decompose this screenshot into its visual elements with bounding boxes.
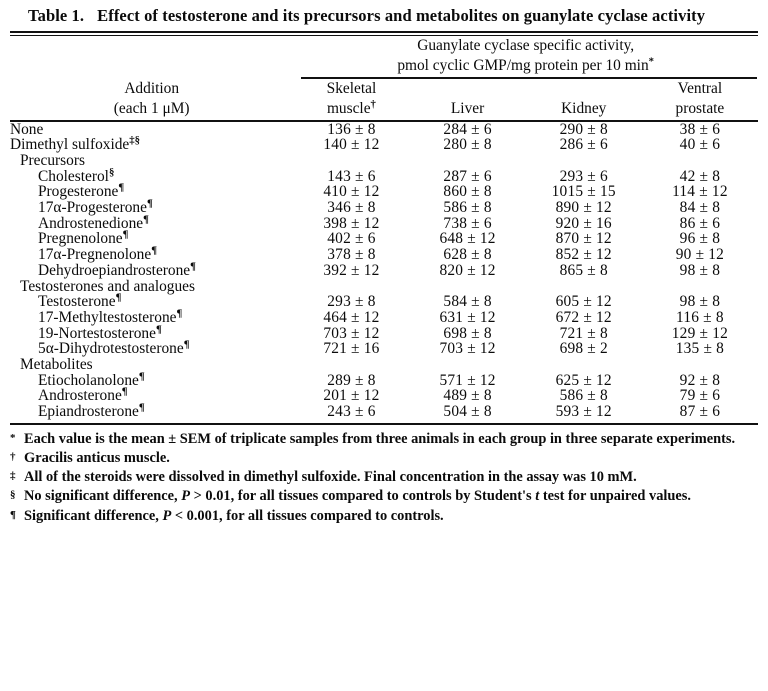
cell-value [642,279,758,295]
cell-value: 86 ± 6 [679,214,721,232]
cell-value: 286 ± 6 [559,136,608,154]
row-label-text: 17α-Pregnenolone [38,246,152,264]
spanner-title-line2 [293,56,758,76]
row-label-marker: ¶ [122,229,129,242]
cell-value: 698 ± 2 [559,340,608,358]
column-head-kidney [526,79,642,120]
row-label-marker: ¶ [138,370,145,383]
cell-value: 628 ± 8 [443,246,492,264]
row-label-text: Testosterone [38,293,116,311]
column-head-ventral-prostate [642,79,758,120]
row-label-marker: ¶ [115,291,122,304]
cell-value: 703 ± 12 [323,324,380,342]
cell-value: 489 ± 8 [443,387,492,405]
stub-head-line1: Addition [124,79,180,97]
table-row [10,231,758,247]
cell-value: 593 ± 12 [555,403,612,421]
stub-head [10,79,293,120]
cell-value: 852 ± 12 [555,246,612,264]
cell-value: 703 ± 12 [439,340,496,358]
footnote [10,449,758,468]
row-label-text: 19-Nortestosterone [38,324,156,342]
column-head-ventral-prostate-line2: prostate [675,100,725,118]
row-label-marker: ¶ [121,386,128,399]
row-label-text: Progesterone [38,183,119,201]
table-row [10,263,758,279]
cell-value: 571 ± 12 [439,371,496,389]
row-label-text: Precursors [20,151,85,169]
cell-value [293,279,409,295]
row-label [10,291,293,311]
table-row [10,310,758,326]
row-label [10,122,293,138]
cell-value [293,153,409,169]
cell-value: 865 ± 8 [559,261,608,279]
cell-value: 860 ± 8 [443,183,492,201]
cell-value: 586 ± 8 [559,387,608,405]
spanner-title-line2-text: pmol cyclic GMP/mg protein per 10 min [397,57,649,75]
row-label-marker: ¶ [118,181,125,194]
cell-value: 135 ± 8 [675,340,725,358]
spanner-title-row [10,36,758,76]
cell-value: 90 ± 12 [675,246,725,264]
row-label [10,153,293,169]
cell-value: 392 ± 12 [323,261,380,279]
row-label [10,166,293,185]
row-label-marker: ¶ [151,244,158,257]
cell-value [410,357,526,373]
cell-value: 290 ± 8 [559,120,608,138]
cell-value [642,153,758,169]
column-head-liver [410,79,526,120]
row-label-text: Cholesterol [38,167,109,185]
footnote-marker: * [10,431,16,444]
cell-value: 284 ± 6 [443,120,492,138]
row-label-text: Etiocholanolone [38,371,139,389]
cell-value: 79 ± 6 [679,387,721,405]
row-label-text: None [10,120,44,138]
cell-value: 129 ± 12 [671,324,728,342]
cell-value [526,279,642,295]
table-bottom-rule [10,423,758,425]
table-row [10,326,758,342]
cell-value: 346 ± 8 [327,199,376,217]
cell-value: 140 ± 12 [323,136,380,154]
column-head-kidney-line1 [526,79,642,100]
cell-value: 96 ± 8 [679,230,721,248]
footnote-marker: § [10,489,16,502]
table-title: Effect of testosterone and its precursors and metabolites on guanylate cyclase activity [97,6,706,25]
cell-value [526,153,642,169]
table-row [10,200,758,216]
spanner-title-marker: * [648,55,655,68]
row-label [10,357,293,373]
column-head-skeletal-muscle [293,79,409,120]
cell-value: 920 ± 16 [555,214,612,232]
footnote-text: Significant difference, P < 0.001, for all tissues compared to controls. [24,507,444,524]
footnotes [10,430,758,526]
footnote [10,507,758,526]
row-label-text: Pregnenolone [38,230,123,248]
column-head-row [10,79,758,120]
table-row [10,294,758,310]
cell-value [410,279,526,295]
italic-p: P [181,488,191,505]
row-label-text: Dehydroepiandrosterone [38,261,191,279]
cell-value [293,357,409,373]
cell-value: 243 ± 6 [327,403,376,421]
cell-value: 114 ± 12 [672,183,728,201]
cell-value: 98 ± 8 [679,261,721,279]
row-label-text: Androstenedione [38,214,144,232]
cell-value: 280 ± 8 [443,136,492,154]
column-head-liver-line2: Liver [450,100,485,118]
table-row [10,247,758,263]
cell-value: 289 ± 8 [327,371,376,389]
cell-value: 201 ± 12 [323,387,380,405]
cell-value: 87 ± 6 [679,403,721,421]
row-label [10,244,293,264]
italic-t: t [535,488,540,505]
footnote-text: All of the steroids were dissolved in dimethyl sulfoxide. Final concentration in the assay was 10 mM. [24,469,637,486]
spanner-title-line1: Guanylate cyclase specific activity, [417,37,635,54]
row-label [10,134,293,154]
cell-value: 738 ± 6 [443,214,492,232]
cell-value: 625 ± 12 [555,371,612,389]
column-head-skeletal-muscle-marker: † [370,98,376,111]
row-label-marker: ¶ [190,260,196,273]
footnote [10,487,758,506]
row-label-text: 5α-Dihydrotestosterone [38,340,184,358]
row-label-marker: ¶ [155,323,162,336]
row-label-marker: § [108,166,115,179]
cell-value: 92 ± 8 [679,371,721,389]
footnote-text: Each value is the mean ± SEM of triplicate samples from three animals in each group in three separate experiments. [24,430,736,447]
row-label-text: Epiandrosterone [38,403,139,421]
row-label [10,323,293,342]
footnote-marker: ‡ [10,470,16,483]
row-label-text: Androsterone [38,387,122,405]
cell-value: 586 ± 8 [443,199,492,217]
table-row [10,341,758,357]
cell-value: 378 ± 8 [327,246,376,264]
cell-value: 631 ± 12 [439,308,496,326]
row-label [10,307,293,326]
table-row [10,122,758,138]
footnote-text: No significant difference, P > 0.01, for all tissues compared to controls by Student's t test for unpaired values. [24,488,691,505]
cell-value: 40 ± 6 [679,136,721,154]
cell-value: 84 ± 8 [679,199,721,217]
cell-value: 1015 ± 15 [551,183,616,201]
row-label-marker: ¶ [146,197,153,210]
table-row [10,388,758,404]
row-label [10,260,293,279]
cell-value: 38 ± 6 [679,120,721,138]
cell-value: 870 ± 12 [555,230,612,248]
table-group-row [10,357,758,373]
table-group-row [10,153,758,169]
footnote-marker: † [10,450,16,463]
row-label-text: 17α-Progesterone [38,199,147,217]
row-label-marker: ¶ [183,338,190,351]
row-label-marker: ‡§ [129,134,141,147]
cell-value: 890 ± 12 [555,199,612,217]
cell-value: 402 ± 6 [327,230,376,248]
table-number: Table 1. [28,6,85,25]
cell-value: 464 ± 12 [323,308,380,326]
cell-value: 410 ± 12 [323,183,380,201]
cell-value: 293 ± 8 [327,293,376,311]
cell-value: 42 ± 8 [679,167,721,185]
cell-value: 504 ± 8 [443,403,492,421]
footnote [10,430,758,449]
italic-p: P [162,507,172,524]
row-label [10,338,293,358]
cell-value: 648 ± 12 [439,230,496,248]
row-label-text: Testosterones and analogues [20,277,196,295]
row-label-text: Metabolites [20,356,93,374]
footnote [10,468,758,487]
data-table [10,36,758,420]
cell-value: 672 ± 12 [555,308,612,326]
column-head-skeletal-muscle-text: muscle [326,100,371,118]
table-row [10,137,758,153]
table-row [10,184,758,200]
cell-value: 136 ± 8 [327,120,376,138]
row-label [10,401,293,421]
row-label [10,279,293,295]
column-head-liver-line1 [410,79,526,100]
footnote-text: Gracilis anticus muscle. [24,449,170,466]
cell-value: 584 ± 8 [443,293,492,311]
cell-value: 721 ± 8 [559,324,608,342]
column-head-kidney-line2: Kidney [561,100,607,118]
table-row [10,404,758,420]
cell-value [526,357,642,373]
cell-value: 98 ± 8 [679,293,721,311]
row-label-text: 17-Methyltestosterone [38,308,177,326]
spanner-title-blank [10,36,293,76]
cell-value: 398 ± 12 [323,214,380,232]
cell-value: 698 ± 8 [443,324,492,342]
cell-value: 287 ± 6 [443,167,492,185]
cell-value: 721 ± 16 [323,340,380,358]
stub-head-line2: (each 1 μM) [113,100,190,118]
row-label [10,388,293,404]
row-label-marker: ¶ [138,401,145,414]
table-body [10,122,758,420]
table-group-row [10,279,758,295]
row-label-marker: ¶ [143,213,149,226]
spanner-title [293,36,758,76]
cell-value [410,153,526,169]
column-head-ventral-prostate-line1: Ventral [677,79,723,97]
cell-value: 116 ± 8 [676,308,724,326]
row-label-text: Dimethyl sulfoxide [10,136,130,154]
cell-value: 820 ± 12 [439,261,496,279]
cell-value [642,357,758,373]
row-label [10,197,293,217]
table-head [10,36,758,122]
cell-value: 143 ± 6 [327,167,376,185]
column-head-skeletal-muscle-line2 [293,99,409,120]
table-caption [10,0,758,31]
cell-value: 293 ± 6 [559,167,608,185]
column-head-skeletal-muscle-line1: Skeletal [326,79,377,97]
cell-value: 605 ± 12 [555,293,612,311]
footnote-marker: ¶ [10,508,16,521]
row-label-marker: ¶ [176,307,183,320]
